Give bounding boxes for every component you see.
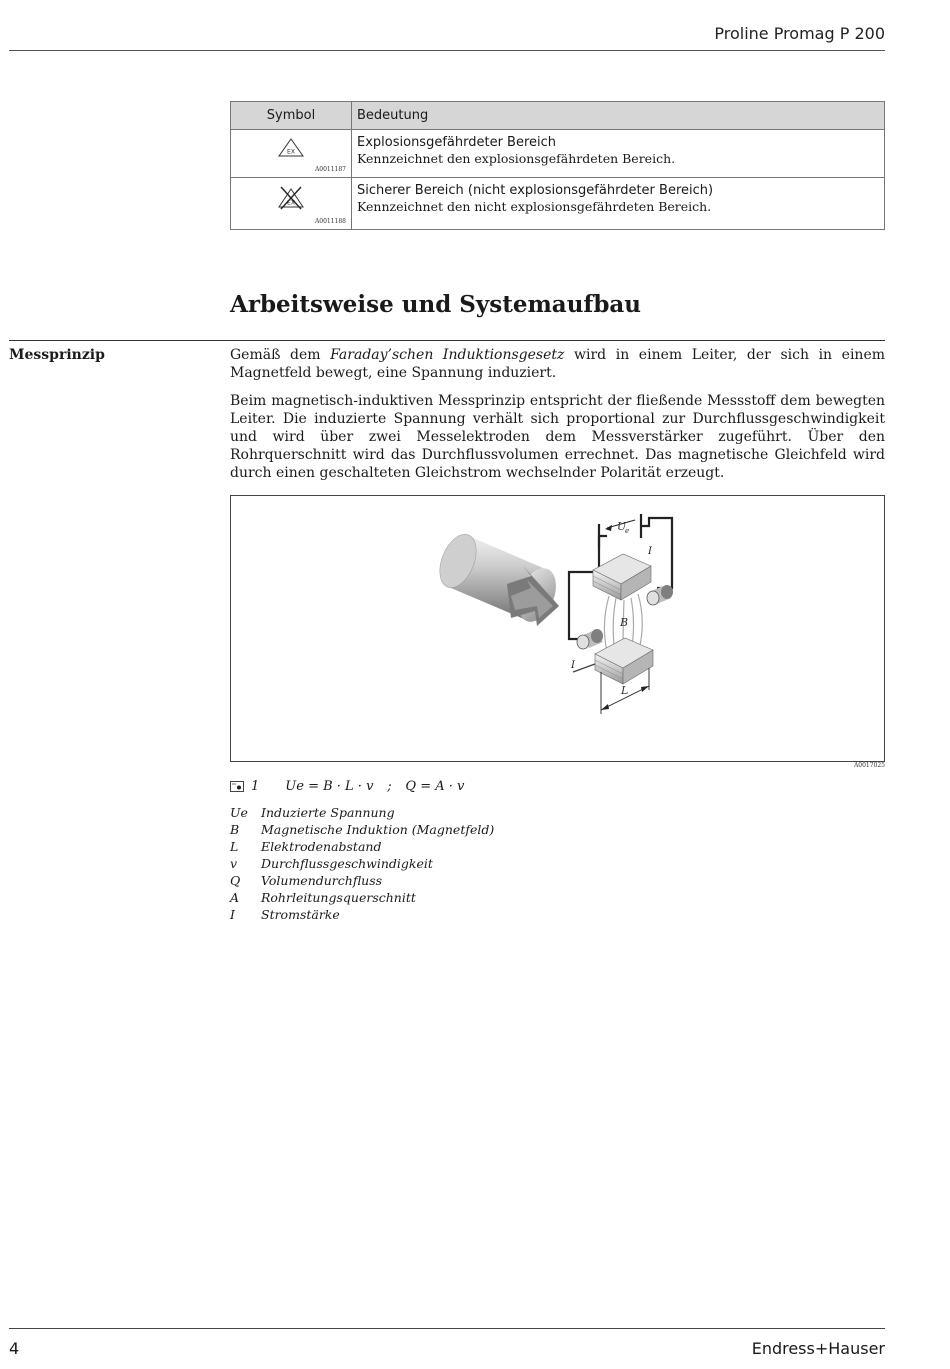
svg-text:EX: EX: [287, 148, 295, 156]
figure-code: A0017025: [853, 762, 885, 769]
field-label: B: [620, 616, 629, 629]
meaning-cell: [352, 178, 885, 230]
figure-reference-icon: [230, 781, 245, 793]
electrode-left: [577, 629, 603, 649]
pipe-flow-arrow: [433, 529, 564, 627]
symbol-code: A0011187: [314, 166, 346, 173]
row-title: Explosionsgefährdeter Bereich: [357, 135, 557, 150]
page-number: 4: [9, 1339, 20, 1358]
legend-text: Induzierte Spannung: [261, 805, 395, 820]
paragraph-text: wird in einem Leiter, der sich in einem Magnetfeld bewegt, eine Spannung induziert.: [230, 347, 886, 381]
current-label-bottom: I: [571, 660, 575, 671]
upper-magnet-coil: [593, 554, 651, 600]
legend-symbol: Ue: [230, 805, 248, 820]
legend-symbol: B: [230, 822, 240, 837]
figure-caption: [230, 779, 464, 794]
meaning-column-header: Bedeutung: [352, 102, 885, 130]
paragraph-faraday: [230, 346, 885, 382]
list-item: [230, 890, 494, 907]
legend-text: Elektrodenabstand: [261, 839, 382, 854]
symbol-cell: [231, 178, 352, 230]
figure-legend: [230, 805, 494, 924]
section-heading: Arbeitsweise und Systemaufbau: [230, 291, 642, 318]
distance-label: L: [621, 684, 629, 697]
voltage-subscript: e: [625, 527, 630, 535]
paragraph-principle: Beim magnetisch-induktiven Messprinzip entspricht der fließende Messstoff dem bewegten Leiter. Die induzierte Spannung verhält sich proportional zur Durchflussgeschwindigkeit und wird über zwei Messelektroden dem Messverstärker zugeführt. Über den Rohrquerschnitt wird das Durchflussvolumen errechnet. Das magnetische Gleichfeld wird durch einen geschalteten Gleichstrom wechselnder Polarität erzeugt.: [230, 393, 885, 481]
legend-text: Volumendurchfluss: [261, 873, 383, 888]
list-item: [230, 873, 494, 890]
document-header-title: Proline Promag P 200: [714, 24, 885, 43]
legend-symbol: A: [230, 890, 240, 905]
footer-divider: [9, 1328, 885, 1329]
legend-symbol: L: [230, 839, 239, 854]
list-item: [230, 907, 494, 924]
voltage-label: U: [617, 520, 627, 533]
legend-symbol: Q: [230, 873, 241, 888]
legend-text: Rohrleitungsquerschnitt: [261, 890, 416, 905]
list-item: [230, 822, 494, 839]
paragraph-text: Gemäß dem: [230, 347, 331, 363]
list-item: [230, 805, 494, 822]
svg-text:EX: EX: [287, 199, 295, 207]
measuring-principle-figure: [230, 495, 885, 762]
legend-text: Magnetische Induktion (Magnetfeld): [261, 822, 495, 837]
symbol-table: [230, 101, 885, 230]
row-description: Kennzeichnet den explosionsgefährdeten Bereich.: [357, 151, 676, 166]
table-row: [231, 130, 885, 178]
caption-formula-voltage: Ue = B · L · v: [285, 779, 374, 794]
explosion-hazard-icon: [278, 138, 304, 158]
list-item: [230, 856, 494, 873]
list-item: [230, 839, 494, 856]
symbol-cell: [231, 130, 352, 178]
emphasis-text: Faraday’schen Induktionsgesetz: [330, 347, 565, 363]
legend-symbol: v: [230, 856, 238, 871]
side-label: Messprinzip: [9, 347, 105, 363]
row-description: Kennzeichnet den nicht explosionsgefährdeten Bereich.: [357, 199, 712, 214]
legend-text: Stromstärke: [261, 907, 340, 922]
caption-number: 1: [251, 779, 260, 794]
header-divider: [9, 50, 885, 51]
symbol-code: A0011188: [314, 218, 346, 225]
caption-separator: ;: [387, 779, 392, 794]
legend-symbol: I: [230, 907, 235, 922]
lower-magnet-coil: [595, 638, 653, 684]
row-title: Sicherer Bereich (nicht explosionsgefährdeter Bereich): [357, 183, 714, 198]
caption-formula-flow: Q = A · v: [405, 779, 465, 794]
brand-name: Endress+Hauser: [751, 1339, 885, 1358]
section-divider: [9, 340, 885, 341]
symbol-column-header: Symbol: [231, 102, 352, 130]
table-row: [231, 178, 885, 230]
meaning-cell: [352, 130, 885, 178]
safe-area-icon: [278, 186, 304, 210]
electrode-right: [647, 585, 673, 605]
figure-illustration: [231, 496, 884, 761]
current-label-top: I: [648, 546, 652, 557]
legend-text: Durchflussgeschwindigkeit: [261, 856, 433, 871]
